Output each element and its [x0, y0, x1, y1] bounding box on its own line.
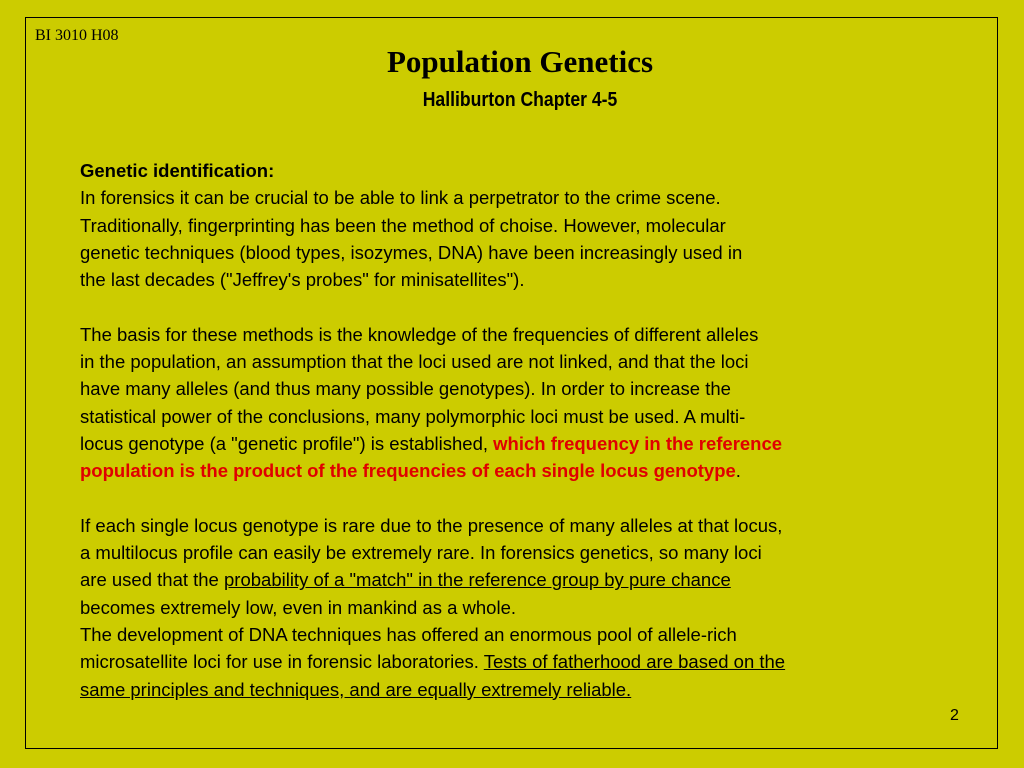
plain-text: . — [735, 460, 741, 482]
course-code: BI 3010 H08 — [35, 27, 119, 44]
paragraph-line: becomes extremely low, even in mankind as a whole. — [80, 596, 516, 618]
plain-text: locus genotype (a "genetic profile") is established, — [80, 432, 494, 454]
paragraph-line: The development of DNA techniques has offered an enormous pool of allele-rich — [80, 624, 737, 646]
paragraph-line: a multilocus profile can easily be extremely rare. In forensics genetics, so many loci — [80, 542, 762, 564]
paragraph-line: If each single locus genotype is rare due to the presence of many alleles at that locus, — [80, 514, 783, 536]
page-number: 2 — [950, 707, 959, 724]
paragraph-line — [80, 648, 785, 675]
highlighted-text: which frequency in the reference — [493, 432, 783, 454]
slide-body — [80, 157, 785, 703]
paragraph-line: the last decades ("Jeffrey's probes" for minisatellites"). — [80, 269, 525, 291]
plain-text: are used that the — [80, 569, 224, 591]
paragraph-line: have many alleles (and thus many possible genotypes). In order to increase the — [80, 378, 731, 400]
slide-subtitle: Halliburton Chapter 4-5 — [422, 89, 618, 111]
paragraph-line — [80, 430, 785, 457]
paragraph-line: The basis for these methods is the knowledge of the frequencies of different alleles — [80, 323, 759, 345]
highlighted-text: population is the product of the frequencies of each single locus genotype — [80, 460, 736, 482]
paragraph-gap — [80, 485, 785, 512]
paragraph-line: statistical power of the conclusions, many polymorphic loci must be used. A multi- — [80, 405, 746, 427]
paragraph-line — [80, 457, 785, 484]
section-heading: Genetic identification: — [80, 160, 275, 181]
paragraph-line: in the population, an assumption that the loci used are not linked, and that the loci — [80, 351, 749, 373]
paragraph-line — [80, 566, 785, 593]
underlined-text: same principles and techniques, and are equally extremely reliable. — [80, 678, 632, 700]
underlined-text: probability of a "match" in the reference group by pure chance — [224, 569, 731, 591]
paragraph-line — [80, 676, 785, 703]
paragraph-line: In forensics it can be crucial to be able to link a perpetrator to the crime scene. — [80, 187, 721, 209]
underlined-text: Tests of fatherhood are based on the — [483, 651, 786, 673]
paragraph-line: Traditionally, fingerprinting has been the method of choise. However, molecular — [80, 214, 726, 236]
paragraph-gap — [80, 293, 785, 320]
plain-text: microsatellite loci for use in forensic laboratories. — [80, 651, 484, 673]
paragraph-line: genetic techniques (blood types, isozymes, DNA) have been increasingly used in — [80, 241, 743, 263]
slide-title: Population Genetics — [386, 44, 654, 79]
